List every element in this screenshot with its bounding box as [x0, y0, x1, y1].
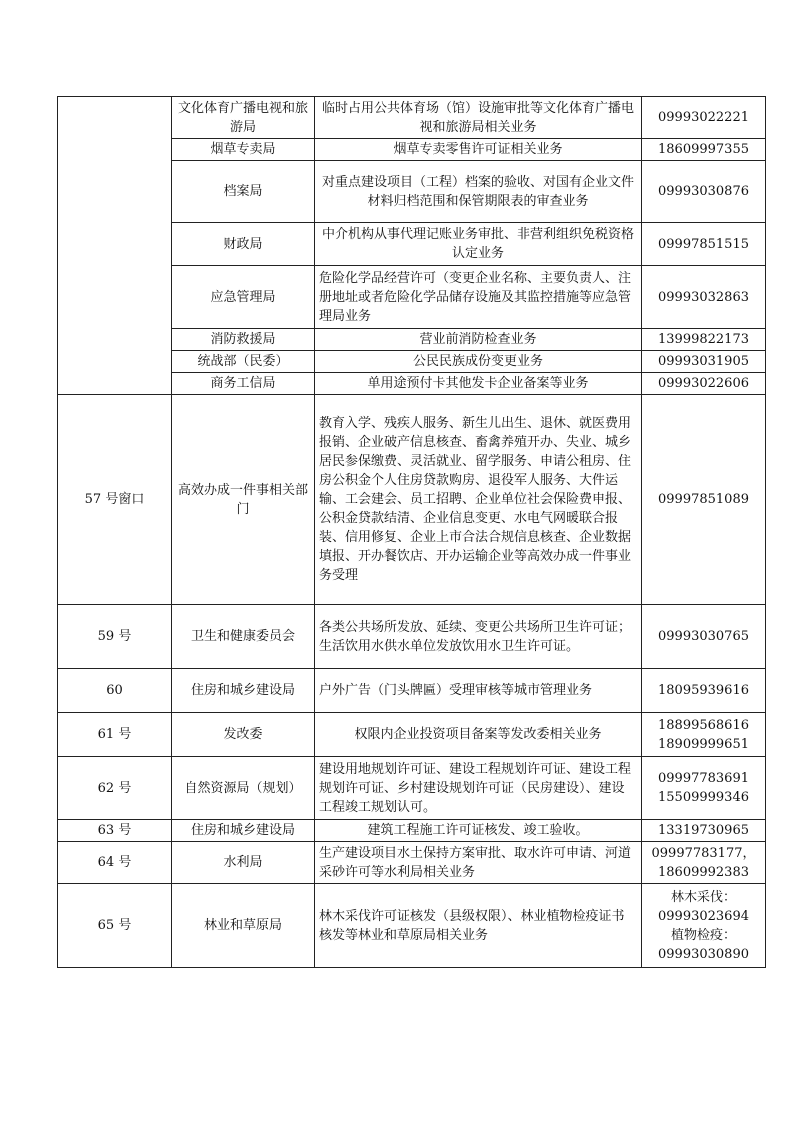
- phone-cell: [642, 97, 766, 139]
- business-cell: 户外广告（门头牌匾）受理审核等城市管理业务: [315, 669, 642, 713]
- phone-line: 18909999651: [658, 736, 749, 752]
- phone-line: 09997783177，: [651, 845, 756, 861]
- table-row: [58, 713, 766, 757]
- business-cell: 危险化学品经营许可（变更企业名称、主要负责人、注册地址或者危险化学品储存设施及其监控措施等应急管理局业务: [315, 266, 642, 329]
- business-cell: 各类公共场所发放、延续、变更公共场所卫生许可证；生活饮用水供水单位发放饮用水卫生许可证。: [315, 605, 642, 669]
- phone-cell: [642, 395, 766, 605]
- table-row: [58, 669, 766, 713]
- phone-cell: [642, 139, 766, 161]
- phone-line: 09993023694: [658, 908, 749, 924]
- dept-cell: 烟草专卖局: [172, 139, 315, 161]
- business-cell: 林木采伐许可证核发（县级权限）、林业植物检疫证书核发等林业和草原局相关业务: [315, 884, 642, 968]
- phone-line: 09997851515: [658, 236, 749, 252]
- window-cell: 63 号: [58, 820, 172, 842]
- window-cell: 60: [58, 669, 172, 713]
- phone-line: 09993030876: [658, 184, 749, 199]
- service-window-table: [57, 96, 766, 968]
- window-cell: [58, 97, 172, 395]
- dept-cell: 统战部（民委）: [172, 351, 315, 373]
- phone-cell: [642, 669, 766, 713]
- phone-line: 18609992383: [658, 864, 749, 880]
- dept-cell: 林业和草原局: [172, 884, 315, 968]
- dept-cell: 档案局: [172, 161, 315, 223]
- window-cell: 57 号窗口: [58, 395, 172, 605]
- dept-cell: 高效办成一件事相关部门: [172, 395, 315, 605]
- window-cell: 59 号: [58, 605, 172, 669]
- dept-cell: 住房和城乡建设局: [172, 669, 315, 713]
- phone-cell: [642, 373, 766, 395]
- phone-line: 18095939616: [658, 683, 749, 698]
- business-cell: 建设用地规划许可证、建设工程规划许可证、建设工程规划许可证、乡村建设规划许可证（民房建设）、建设工程竣工规划认可。: [315, 757, 642, 820]
- phone-line: 13319730965: [658, 823, 749, 838]
- business-cell: 公民民族成份变更业务: [315, 351, 642, 373]
- phone-cell: [642, 842, 766, 884]
- dept-cell: 住房和城乡建设局: [172, 820, 315, 842]
- phone-line: 18899568616: [658, 717, 749, 733]
- dept-cell: 卫生和健康委员会: [172, 605, 315, 669]
- phone-line: 林木采伐：: [670, 889, 736, 905]
- business-cell: 临时占用公共体育场（馆）设施审批等文化体育广播电视和旅游局相关业务: [315, 97, 642, 139]
- phone-cell: [642, 223, 766, 266]
- phone-cell: [642, 329, 766, 351]
- business-cell: 建筑工程施工许可证核发、竣工验收。: [315, 820, 642, 842]
- phone-cell: [642, 713, 766, 757]
- table-row: [58, 97, 766, 139]
- window-cell: 61 号: [58, 713, 172, 757]
- table-row: [58, 842, 766, 884]
- phone-line: 09993030890: [658, 946, 749, 962]
- window-cell: 64 号: [58, 842, 172, 884]
- dept-cell: 财政局: [172, 223, 315, 266]
- dept-cell: 发改委: [172, 713, 315, 757]
- business-cell: 营业前消防检查业务: [315, 329, 642, 351]
- phone-cell: [642, 884, 766, 968]
- dept-cell: 商务工信局: [172, 373, 315, 395]
- table-row: [58, 605, 766, 669]
- phone-line: 09993022221: [658, 110, 749, 125]
- phone-line: 09993031905: [658, 354, 749, 369]
- business-cell: 权限内企业投资项目备案等发改委相关业务: [315, 713, 642, 757]
- phone-cell: [642, 757, 766, 820]
- table-row: [58, 395, 766, 605]
- dept-cell: 自然资源局（规划）: [172, 757, 315, 820]
- business-cell: 对重点建设项目（工程）档案的验收、对国有企业文件材料归档范围和保管期限表的审查业务: [315, 161, 642, 223]
- dept-cell: 消防救援局: [172, 329, 315, 351]
- table-row: [58, 884, 766, 968]
- phone-line: 09993032863: [658, 289, 749, 305]
- phone-line: 09997783691: [658, 771, 749, 786]
- phone-line: 植物检疫：: [670, 927, 736, 943]
- business-cell: 中介机构从事代理记账业务审批、非营利组织免税资格认定业务: [315, 223, 642, 266]
- phone-line: 09993030765: [658, 629, 749, 644]
- dept-cell: 应急管理局: [172, 266, 315, 329]
- business-cell: 烟草专卖零售许可证相关业务: [315, 139, 642, 161]
- phone-cell: [642, 605, 766, 669]
- business-cell: 教育入学、残疾人服务、新生儿出生、退休、就医费用报销、企业破产信息核查、畜禽养殖开办、失业、城乡居民参保缴费、灵活就业、留学服务、申请公租房、住房公积金个人住房贷款购房、退役军人服务、大件运输、工会建会、员工招聘、企业单位社会保险费申报、公积金贷款结清、企业信息变更、水电气网暖联合报装、信用修复、企业上市合法合规信息核查、企业数据填报、开办餐饮店、开办运输企业等高效办成一件事业务受理: [315, 395, 642, 605]
- phone-line: 18609997355: [658, 142, 749, 157]
- phone-cell: [642, 820, 766, 842]
- phone-line: 09993022606: [658, 376, 749, 391]
- window-cell: 62 号: [58, 757, 172, 820]
- table-row: [58, 820, 766, 842]
- phone-line: 09997851089: [658, 492, 749, 507]
- phone-cell: [642, 351, 766, 373]
- phone-cell: [642, 266, 766, 329]
- phone-line: 13999822173: [658, 332, 749, 347]
- phone-line: 15509999346: [658, 790, 749, 805]
- window-cell: 65 号: [58, 884, 172, 968]
- dept-cell: 文化体育广播电视和旅游局: [172, 97, 315, 139]
- dept-cell: 水利局: [172, 842, 315, 884]
- business-cell: 单用途预付卡其他发卡企业备案等业务: [315, 373, 642, 395]
- table-row: [58, 757, 766, 820]
- business-cell: 生产建设项目水土保持方案审批、取水许可申请、河道采砂许可等水利局相关业务: [315, 842, 642, 884]
- phone-cell: [642, 161, 766, 223]
